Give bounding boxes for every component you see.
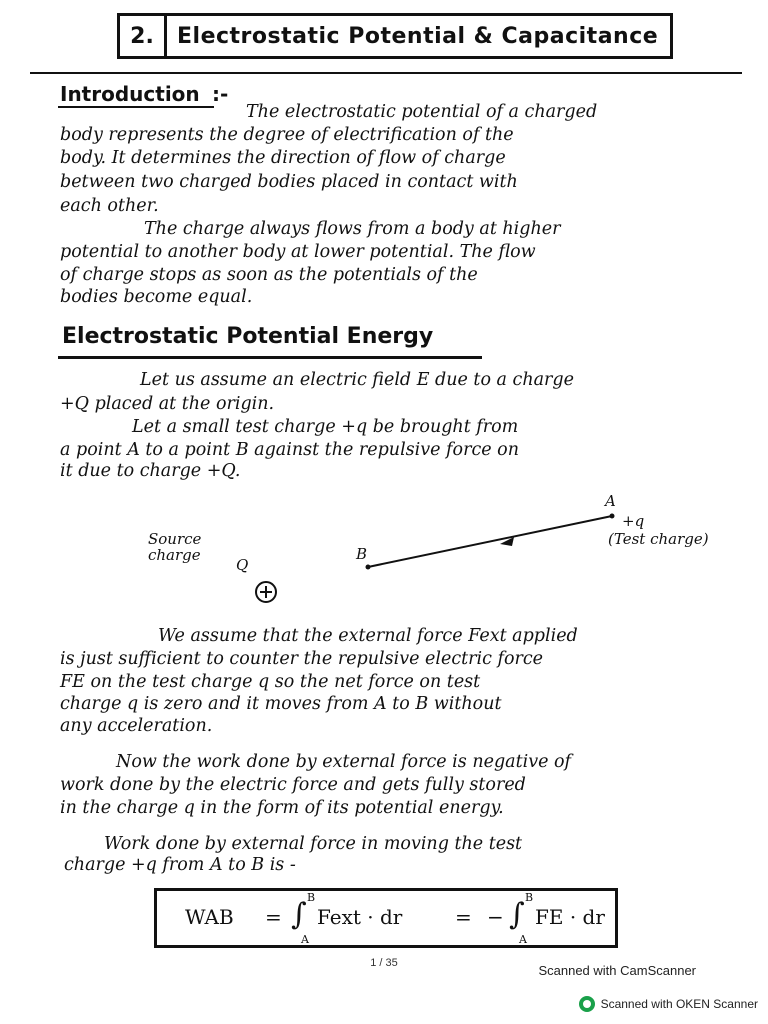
formula-term-e: FE · dr [535,905,605,929]
test-charge-symbol: +q [622,512,645,530]
work-line: work done by the electric force and gets fully stored [60,775,526,795]
upper-limit: B [307,891,316,904]
point-b-label: B [356,545,368,563]
chapter-title-box [117,13,673,59]
chapter-number: 2. [120,16,167,56]
camscanner-watermark: Scanned with CamScanner [538,963,696,978]
workdone-line: charge +q from A to B is - [64,855,296,875]
test-charge-label: (Test charge) [608,530,709,548]
oken-text: Scanned with OKEN Scanner [600,997,758,1011]
integral-icon: ∫ [291,897,307,932]
work-line: in the charge q in the form of its potential energy. [60,798,504,818]
charge-diagram [0,480,768,620]
lower-limit: A [519,933,527,946]
assume-line: FE on the test charge q so the net force on test [60,672,481,692]
path-line [368,516,612,567]
intro-line: body represents the degree of electrification of the [60,125,514,145]
assume-line: charge q is zero and it moves from A to B without [60,694,502,714]
heading-potential-energy: Electrostatic Potential Energy [62,324,434,349]
integral-icon: ∫ [509,897,525,932]
formula-equals: = [265,905,282,929]
heading-underline [58,106,214,108]
epe-line: Let a small test charge +q be brought from [132,417,519,437]
intro-line: between two charged bodies placed in contact with [60,172,518,192]
formula-lhs: WAB [185,905,234,929]
point-a-dot [610,514,615,519]
epe-line: a point A to a point B against the repulsive force on [60,440,519,460]
intro-line: of charge stops as soon as the potentials of the [60,265,478,285]
heading-introduction: Introduction [60,82,200,106]
formula-minus: − [487,905,504,929]
assume-line: any acceleration. [60,716,213,736]
upper-limit: B [525,891,534,904]
chapter-title: Electrostatic Potential & Capacitance [177,23,659,49]
diagram-svg [0,480,768,620]
intro-line: body. It determines the direction of flow of charge [60,148,506,168]
source-charge-symbol: Q [236,556,249,574]
oken-logo-icon [579,996,595,1012]
lower-limit: A [301,933,309,946]
epe-line: it due to charge +Q. [60,461,241,481]
point-b-dot [366,565,371,570]
point-a-label: A [605,492,616,510]
oken-watermark [579,996,758,1012]
workdone-line: Work done by external force in moving the test [104,834,523,854]
intro-line: The electrostatic potential of a charged [246,102,598,122]
source-label: Source [148,530,202,548]
intro-line: The charge always flows from a body at higher [144,219,561,239]
page-indicator: 1 / 35 [370,957,398,969]
formula-equals: = [455,905,472,929]
intro-line: bodies become equal. [60,287,253,307]
epe-line: +Q placed at the origin. [60,394,275,414]
source-label: charge [148,546,201,564]
assume-line: is just sufficient to counter the repulsive electric force [60,649,544,669]
assume-line: We assume that the external force Fext applied [158,626,578,646]
intro-line: each other. [60,196,159,216]
work-line: Now the work done by external force is negative of [116,752,572,772]
work-formula-box [154,888,618,948]
heading-underline [58,356,482,359]
heading-colon: :- [212,82,229,106]
formula-term-ext: Fext · dr [317,905,403,929]
intro-line: potential to another body at lower potential. The flow [60,242,536,262]
header-rule [30,72,742,74]
epe-line: Let us assume an electric field E due to a charge [140,370,574,390]
